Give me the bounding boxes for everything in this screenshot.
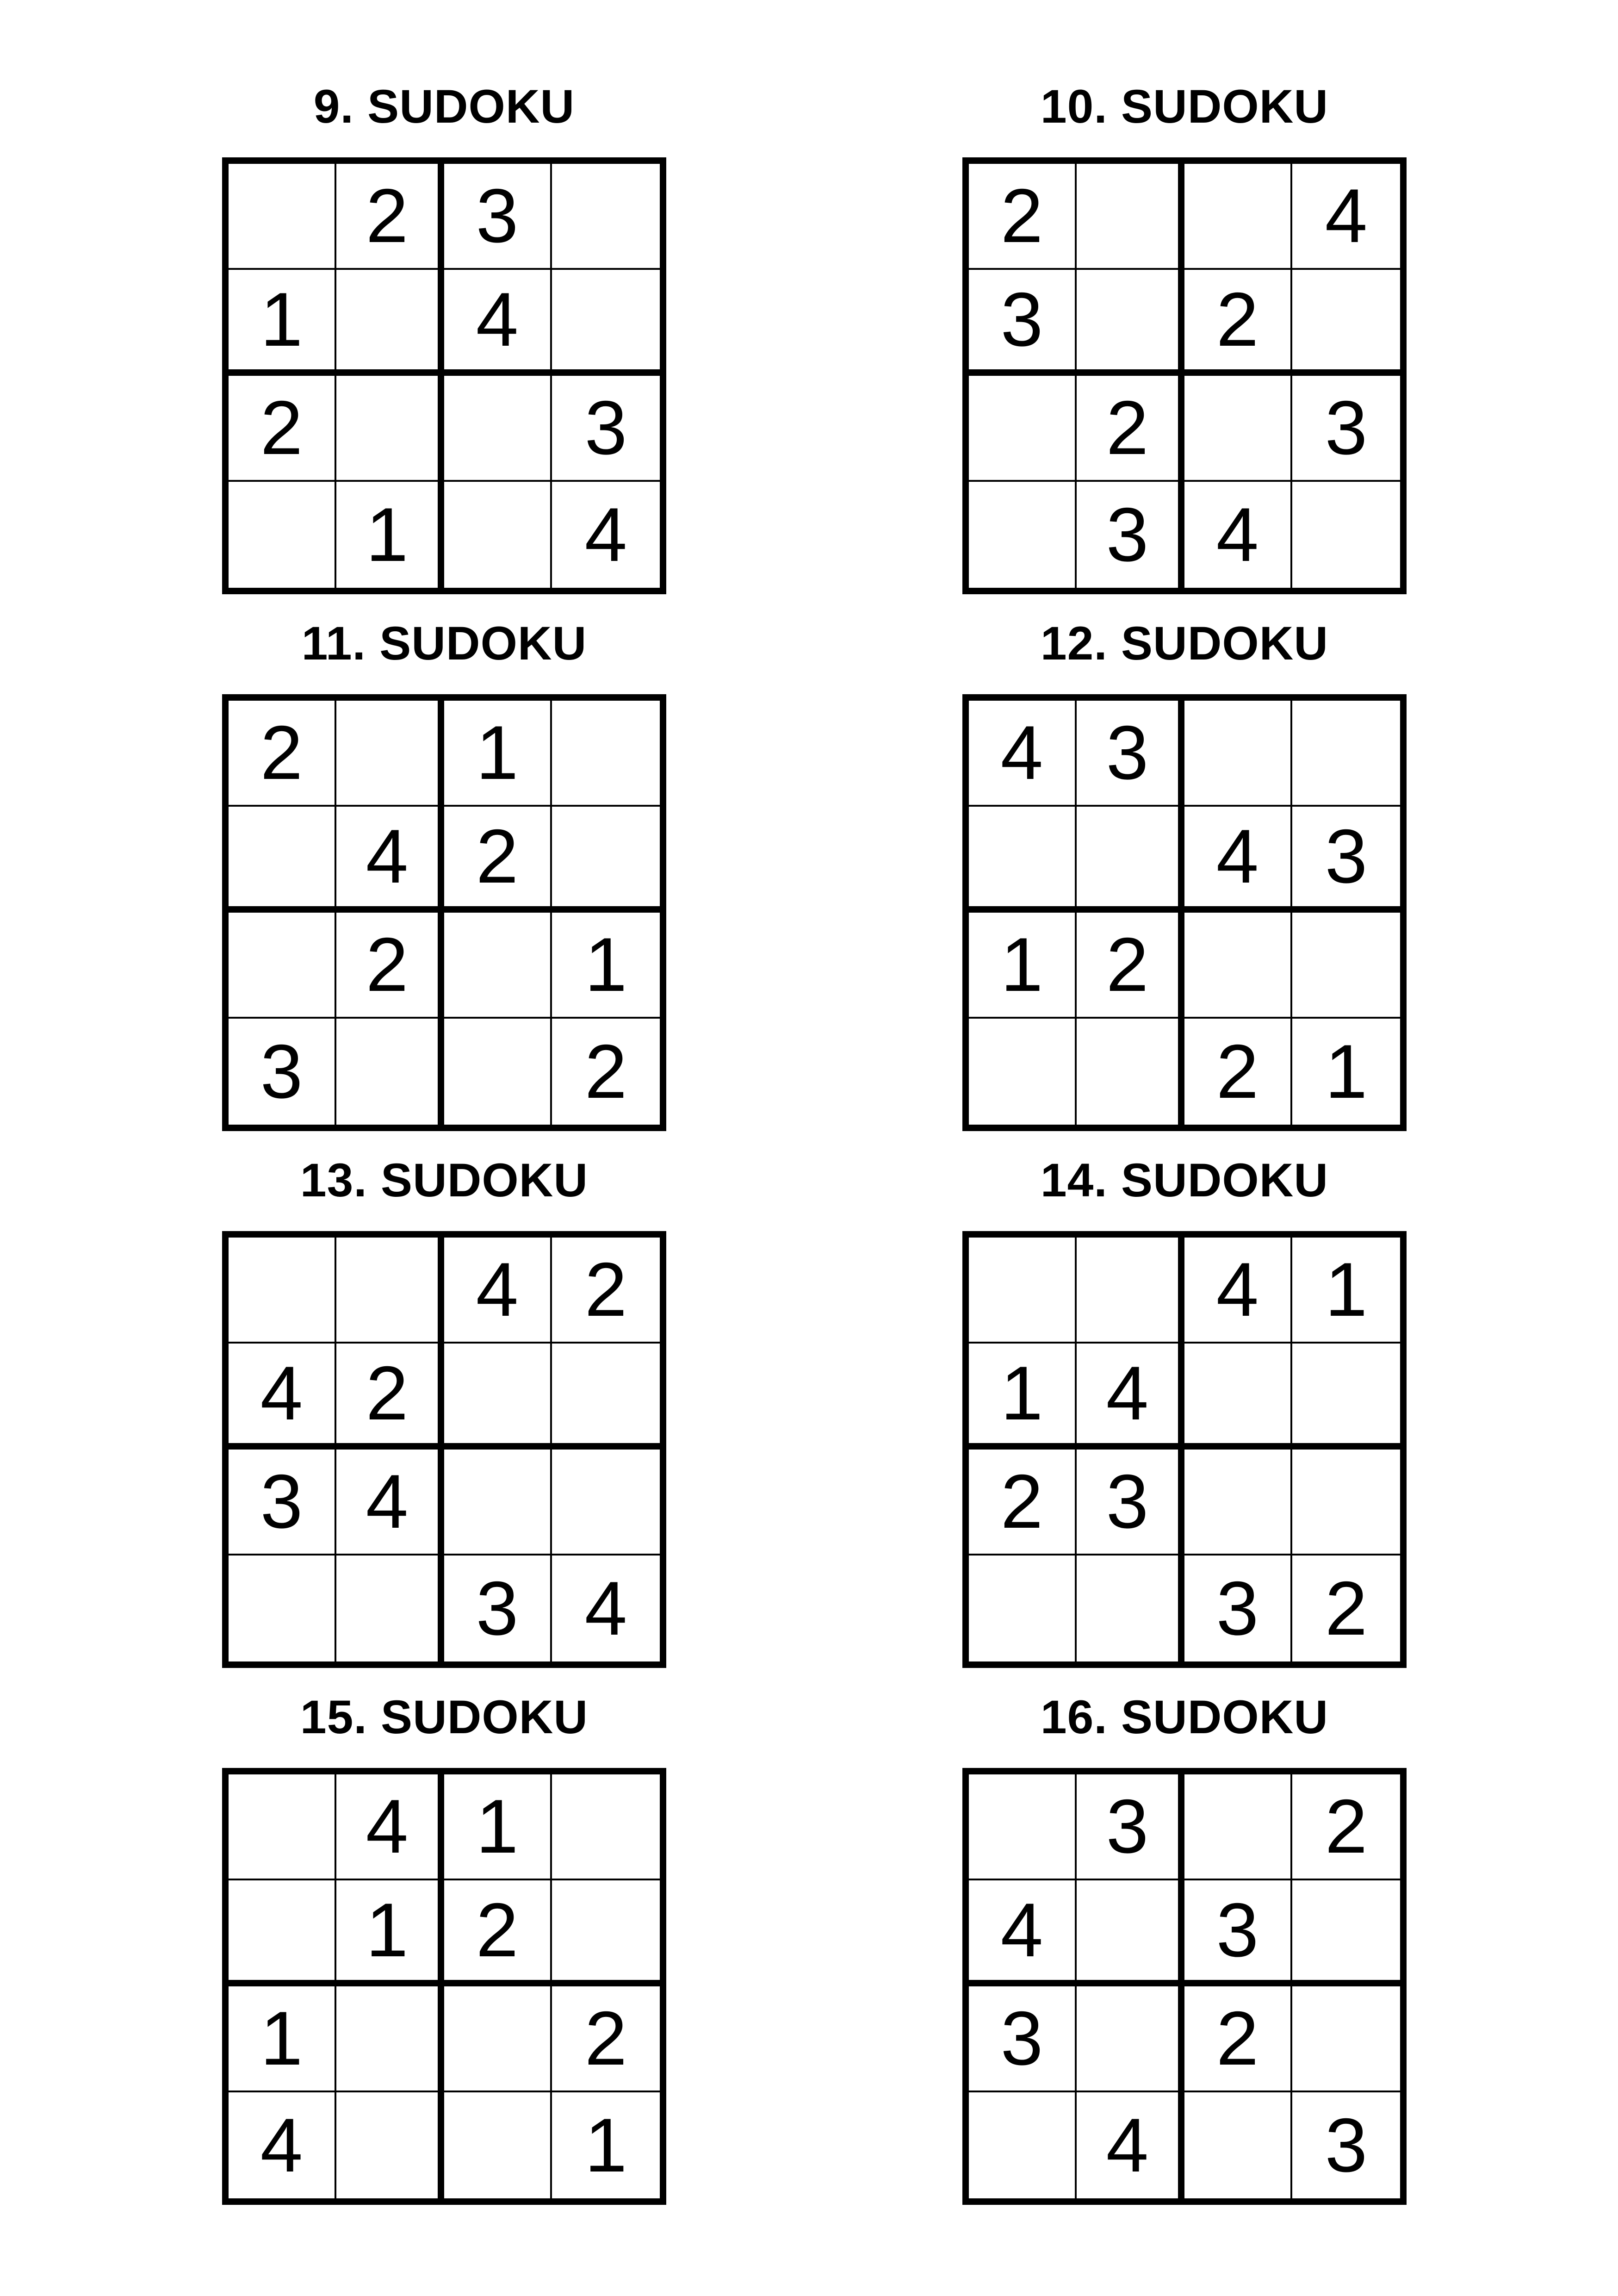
sudoku-cell[interactable]: 3 bbox=[969, 270, 1077, 376]
sudoku-cell[interactable]: 3 bbox=[1184, 1556, 1292, 1661]
puzzle-title: 15. SUDOKU bbox=[300, 1691, 589, 1743]
sudoku-cell[interactable] bbox=[229, 1774, 336, 1880]
sudoku-grid bbox=[222, 694, 666, 1131]
sudoku-grid bbox=[222, 1768, 666, 2205]
sudoku-cell[interactable]: 1 bbox=[444, 1774, 552, 1880]
sudoku-cell[interactable] bbox=[444, 376, 552, 482]
sudoku-cell[interactable] bbox=[1184, 376, 1292, 482]
sudoku-cell[interactable]: 4 bbox=[336, 1774, 444, 1880]
sudoku-cell[interactable]: 4 bbox=[336, 807, 444, 913]
sudoku-puzzle bbox=[222, 1685, 666, 2252]
sudoku-cell[interactable]: 1 bbox=[444, 701, 552, 807]
sudoku-cell[interactable]: 1 bbox=[336, 1880, 444, 1986]
puzzle-title: 10. SUDOKU bbox=[1040, 80, 1329, 133]
sudoku-grid bbox=[962, 1231, 1407, 1668]
sudoku-cell[interactable] bbox=[1292, 1344, 1400, 1450]
sudoku-puzzle bbox=[962, 1685, 1407, 2252]
sudoku-cell[interactable]: 4 bbox=[1184, 807, 1292, 913]
sudoku-cell[interactable] bbox=[336, 701, 444, 807]
sudoku-cell[interactable]: 3 bbox=[1292, 807, 1400, 913]
sudoku-cell[interactable] bbox=[444, 482, 552, 588]
sudoku-cell[interactable]: 3 bbox=[1077, 1774, 1184, 1880]
sudoku-cell[interactable] bbox=[969, 482, 1077, 588]
sudoku-cell[interactable] bbox=[444, 2092, 552, 2198]
sudoku-cell[interactable]: 2 bbox=[1292, 1774, 1400, 1880]
sudoku-puzzle bbox=[962, 74, 1407, 641]
sudoku-cell[interactable]: 1 bbox=[584, 2103, 627, 2188]
sudoku-cell[interactable]: 1 bbox=[229, 270, 336, 376]
sudoku-cell[interactable]: 4 bbox=[444, 1238, 552, 1344]
sudoku-cell[interactable]: 2 bbox=[552, 1986, 660, 2092]
sudoku-cell[interactable] bbox=[1292, 1986, 1400, 2092]
sudoku-cell[interactable] bbox=[969, 1238, 1077, 1344]
sudoku-cell[interactable] bbox=[444, 913, 552, 1019]
sudoku-cell[interactable] bbox=[1292, 1880, 1400, 1986]
sudoku-cell[interactable] bbox=[336, 1556, 444, 1661]
sudoku-cell[interactable] bbox=[229, 913, 336, 1019]
sudoku-cell[interactable]: 1 bbox=[969, 1344, 1077, 1450]
sudoku-cell[interactable]: 2 bbox=[969, 1450, 1077, 1556]
sudoku-cell[interactable] bbox=[969, 807, 1077, 913]
sudoku-cell[interactable]: 1 bbox=[969, 913, 1077, 1019]
sudoku-cell[interactable] bbox=[552, 1774, 660, 1880]
sudoku-cell[interactable] bbox=[336, 1019, 444, 1125]
sudoku-grid bbox=[222, 157, 666, 594]
sudoku-cell[interactable] bbox=[552, 1450, 660, 1556]
puzzle-title: 11. SUDOKU bbox=[301, 617, 587, 670]
sudoku-cell[interactable]: 2 bbox=[1077, 913, 1184, 1019]
sudoku-cell[interactable] bbox=[552, 164, 660, 270]
sudoku-cell[interactable]: 2 bbox=[1077, 376, 1184, 482]
sudoku-cell[interactable]: 1 bbox=[336, 482, 444, 588]
sudoku-cell[interactable]: 4 bbox=[1077, 1344, 1184, 1450]
sudoku-cell[interactable]: 2 bbox=[229, 701, 336, 807]
sudoku-cell[interactable] bbox=[969, 1556, 1077, 1661]
sudoku-cell[interactable]: 2 bbox=[969, 164, 1077, 270]
sudoku-cell[interactable]: 4 bbox=[584, 492, 627, 577]
sudoku-cell[interactable] bbox=[1077, 1986, 1184, 2092]
sudoku-cell[interactable] bbox=[444, 1986, 552, 2092]
sudoku-cell[interactable] bbox=[1184, 2092, 1292, 2198]
sudoku-cell[interactable]: 2 bbox=[1325, 1566, 1368, 1651]
sudoku-cell[interactable]: 2 bbox=[444, 1880, 552, 1986]
sudoku-cell[interactable]: 2 bbox=[336, 164, 444, 270]
sudoku-cell[interactable]: 2 bbox=[1184, 1019, 1292, 1125]
sudoku-cell[interactable]: 3 bbox=[1077, 1450, 1184, 1556]
sudoku-cell[interactable]: 2 bbox=[444, 807, 552, 913]
sudoku-cell[interactable] bbox=[969, 376, 1077, 482]
sudoku-cell[interactable]: 4 bbox=[1292, 164, 1400, 270]
sudoku-cell[interactable] bbox=[1077, 270, 1184, 376]
sudoku-cell[interactable] bbox=[552, 701, 660, 807]
sudoku-cell[interactable] bbox=[229, 807, 336, 913]
sudoku-cell[interactable] bbox=[336, 270, 444, 376]
sudoku-cell[interactable]: 3 bbox=[1077, 701, 1184, 807]
sudoku-cell[interactable] bbox=[1184, 1774, 1292, 1880]
sudoku-cell[interactable]: 2 bbox=[336, 1344, 444, 1450]
puzzle-title: 16. SUDOKU bbox=[1040, 1691, 1329, 1743]
sudoku-cell[interactable] bbox=[229, 1880, 336, 1986]
sudoku-cell[interactable] bbox=[336, 1986, 444, 2092]
sudoku-cell[interactable] bbox=[552, 807, 660, 913]
sudoku-cell[interactable] bbox=[1184, 1344, 1292, 1450]
sudoku-cell[interactable] bbox=[1292, 913, 1400, 1019]
sudoku-cell[interactable] bbox=[969, 2092, 1077, 2198]
sudoku-cell[interactable] bbox=[1184, 913, 1292, 1019]
sudoku-cell[interactable]: 4 bbox=[444, 270, 552, 376]
sudoku-puzzle bbox=[222, 611, 666, 1178]
sudoku-grid bbox=[962, 157, 1407, 594]
sudoku-cell[interactable]: 4 bbox=[1184, 482, 1292, 588]
sudoku-cell[interactable]: 3 bbox=[1325, 2103, 1368, 2188]
sudoku-cell[interactable]: 4 bbox=[969, 1880, 1077, 1986]
sudoku-cell[interactable] bbox=[444, 1019, 552, 1125]
sudoku-cell[interactable] bbox=[229, 164, 336, 270]
sudoku-cell[interactable] bbox=[336, 2092, 444, 2198]
sudoku-cell[interactable]: 3 bbox=[1184, 1880, 1292, 1986]
sudoku-cell[interactable] bbox=[552, 1344, 660, 1450]
sudoku-cell[interactable] bbox=[1184, 164, 1292, 270]
sudoku-cell[interactable]: 3 bbox=[1077, 482, 1184, 588]
sudoku-cell[interactable] bbox=[969, 1019, 1077, 1125]
sudoku-cell[interactable]: 4 bbox=[1184, 1238, 1292, 1344]
sudoku-cell[interactable]: 4 bbox=[1077, 2092, 1184, 2198]
sudoku-cell[interactable] bbox=[1292, 482, 1400, 588]
sudoku-cell[interactable] bbox=[1292, 270, 1400, 376]
sudoku-cell[interactable]: 2 bbox=[584, 1029, 627, 1114]
puzzle-title: 9. SUDOKU bbox=[313, 80, 575, 133]
sudoku-cell[interactable] bbox=[1077, 807, 1184, 913]
sudoku-cell[interactable]: 3 bbox=[552, 376, 660, 482]
sudoku-cell[interactable] bbox=[1077, 1556, 1184, 1661]
sudoku-cell[interactable] bbox=[336, 376, 444, 482]
sudoku-cell[interactable]: 2 bbox=[552, 1238, 660, 1344]
sudoku-cell[interactable] bbox=[444, 1450, 552, 1556]
sudoku-cell[interactable]: 2 bbox=[229, 376, 336, 482]
sudoku-cell[interactable]: 3 bbox=[444, 164, 552, 270]
sudoku-cell[interactable] bbox=[229, 482, 336, 588]
sudoku-grid bbox=[222, 1231, 666, 1668]
sudoku-cell[interactable]: 3 bbox=[229, 1450, 336, 1556]
sudoku-cell[interactable]: 4 bbox=[584, 1566, 627, 1651]
sudoku-cell[interactable]: 1 bbox=[1292, 1238, 1400, 1344]
sudoku-cell[interactable]: 2 bbox=[1184, 1986, 1292, 2092]
sudoku-puzzle bbox=[222, 74, 666, 641]
sudoku-puzzle bbox=[962, 1148, 1407, 1715]
sudoku-cell[interactable]: 1 bbox=[1325, 1029, 1368, 1114]
sudoku-grid bbox=[962, 1768, 1407, 2205]
sudoku-cell[interactable] bbox=[1184, 1450, 1292, 1556]
sudoku-cell[interactable]: 4 bbox=[229, 1344, 336, 1450]
sudoku-cell[interactable] bbox=[229, 1238, 336, 1344]
sudoku-cell[interactable]: 1 bbox=[229, 1986, 336, 2092]
sudoku-cell[interactable]: 2 bbox=[336, 913, 444, 1019]
sudoku-cell[interactable] bbox=[1077, 1880, 1184, 1986]
sudoku-cell[interactable]: 3 bbox=[444, 1556, 552, 1661]
sudoku-grid bbox=[962, 694, 1407, 1131]
sudoku-puzzle bbox=[222, 1148, 666, 1715]
sudoku-cell[interactable] bbox=[1184, 701, 1292, 807]
sudoku-cell[interactable] bbox=[1077, 1019, 1184, 1125]
puzzle-title: 12. SUDOKU bbox=[1040, 617, 1329, 670]
sudoku-cell[interactable]: 4 bbox=[969, 701, 1077, 807]
sudoku-puzzle bbox=[962, 611, 1407, 1178]
puzzle-title: 14. SUDOKU bbox=[1040, 1154, 1329, 1207]
sudoku-cell[interactable] bbox=[229, 1556, 336, 1661]
sudoku-cell[interactable]: 3 bbox=[229, 1019, 336, 1125]
sudoku-cell[interactable]: 2 bbox=[1184, 270, 1292, 376]
sudoku-cell[interactable]: 4 bbox=[229, 2092, 336, 2198]
sudoku-cell[interactable]: 3 bbox=[969, 1986, 1077, 2092]
sudoku-cell[interactable] bbox=[1292, 1450, 1400, 1556]
sudoku-cell[interactable]: 1 bbox=[552, 913, 660, 1019]
sudoku-cell[interactable]: 3 bbox=[1292, 376, 1400, 482]
sudoku-cell[interactable] bbox=[969, 1774, 1077, 1880]
sudoku-cell[interactable] bbox=[1292, 701, 1400, 807]
puzzle-title: 13. SUDOKU bbox=[300, 1154, 589, 1207]
sudoku-cell[interactable]: 4 bbox=[336, 1450, 444, 1556]
sudoku-cell[interactable] bbox=[552, 1880, 660, 1986]
sudoku-cell[interactable] bbox=[336, 1238, 444, 1344]
sudoku-cell[interactable] bbox=[1077, 1238, 1184, 1344]
sudoku-cell[interactable] bbox=[444, 1344, 552, 1450]
sudoku-cell[interactable] bbox=[552, 270, 660, 376]
sudoku-cell[interactable] bbox=[1077, 164, 1184, 270]
